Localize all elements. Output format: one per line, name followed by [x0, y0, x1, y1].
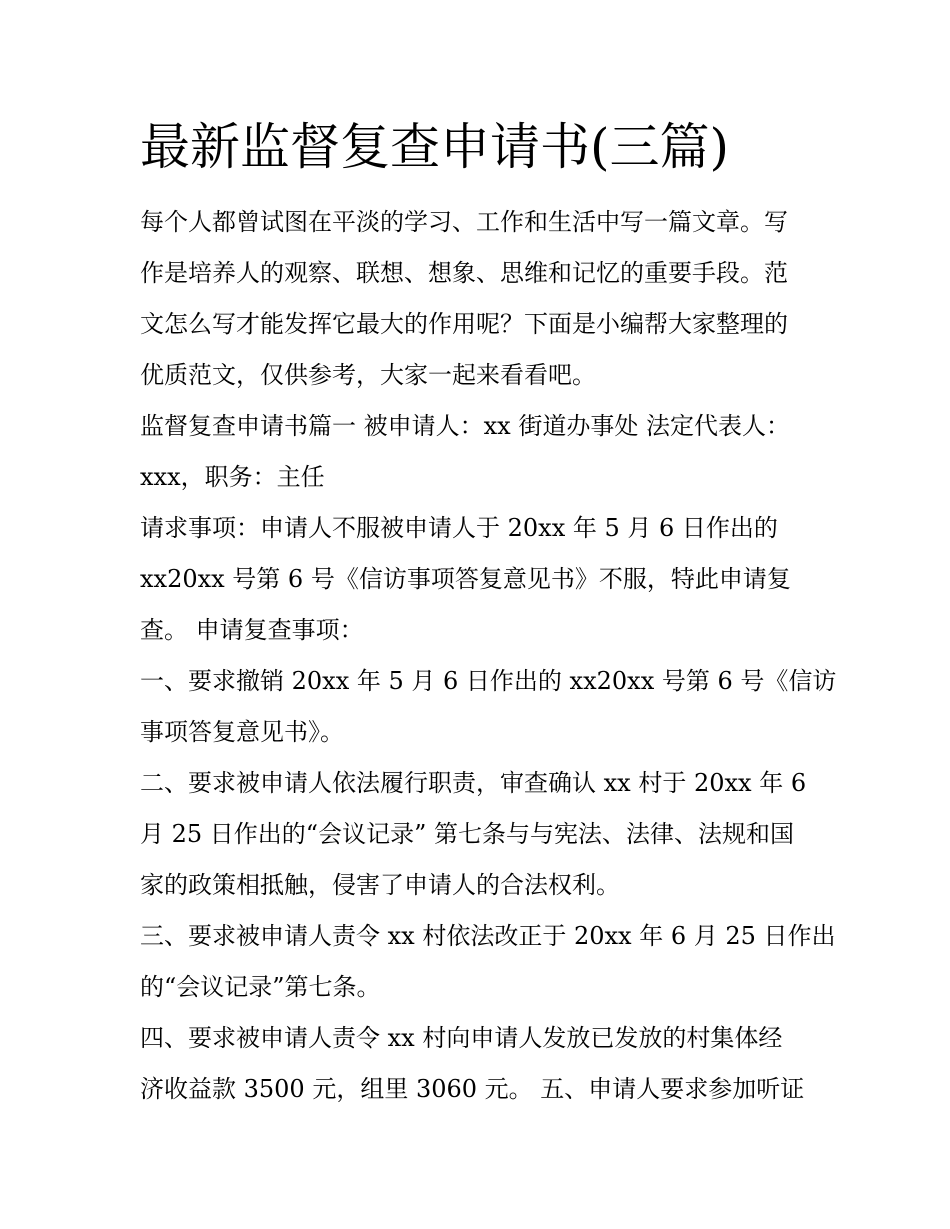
- text-line: 家的政策相抵触，侵害了申请人的合法权利。: [140, 871, 620, 899]
- paragraph-item-4: [140, 1013, 820, 1115]
- text-line: 作是培养人的观察、联想、想象、思维和记忆的重要手段。范: [140, 259, 788, 287]
- paragraph-item-3: [140, 911, 836, 1013]
- text-line: 济收益款 3500 元，组里 3060 元。 五、申请人要求参加听证: [140, 1075, 805, 1103]
- text-line: 事项答复意见书》。: [140, 718, 344, 746]
- text-line: 月 25 日作出的“会议记录” 第七条与与宪法、法律、法规和国: [140, 820, 794, 848]
- paragraph-item-2: [140, 758, 820, 911]
- paragraph-intro: [140, 197, 820, 401]
- text-line: 每个人都曾试图在平淡的学习、工作和生活中写一篇文章。写: [140, 208, 788, 236]
- paragraph-request: [140, 503, 820, 656]
- document-body: [140, 197, 837, 1115]
- text-line: 一、要求撤销 20xx 年 5 月 6 日作出的 xx20xx 号第 6 号《信访: [140, 667, 837, 695]
- document-title: 最新监督复查申请书(三篇): [140, 118, 730, 176]
- text-line: xxx，职务：主任: [140, 463, 325, 491]
- text-line: 查。 申请复查事项：: [140, 616, 364, 644]
- text-line: 监督复查申请书篇一 被申请人：xx 街道办事处 法定代表人：: [140, 412, 790, 440]
- paragraph-respondent: [140, 401, 820, 503]
- text-line: 三、要求被申请人责令 xx 村依法改正于 20xx 年 6 月 25 日作出: [140, 922, 836, 950]
- text-line: 二、要求被申请人依法履行职责，审查确认 xx 村于 20xx 年 6: [140, 769, 807, 797]
- text-line: 优质范文，仅供参考，大家一起来看看吧。: [140, 361, 596, 389]
- text-line: 的“会议记录”第七条。: [140, 973, 381, 1001]
- text-line: 四、要求被申请人责令 xx 村向申请人发放已发放的村集体经: [140, 1024, 783, 1052]
- paragraph-item-1: [140, 656, 837, 758]
- text-line: 文怎么写才能发挥它最大的作用呢？下面是小编帮大家整理的: [140, 310, 788, 338]
- text-line: 请求事项：申请人不服被申请人于 20xx 年 5 月 6 日作出的: [140, 514, 778, 542]
- text-line: xx20xx 号第 6 号《信访事项答复意见书》不服，特此申请复: [140, 565, 791, 593]
